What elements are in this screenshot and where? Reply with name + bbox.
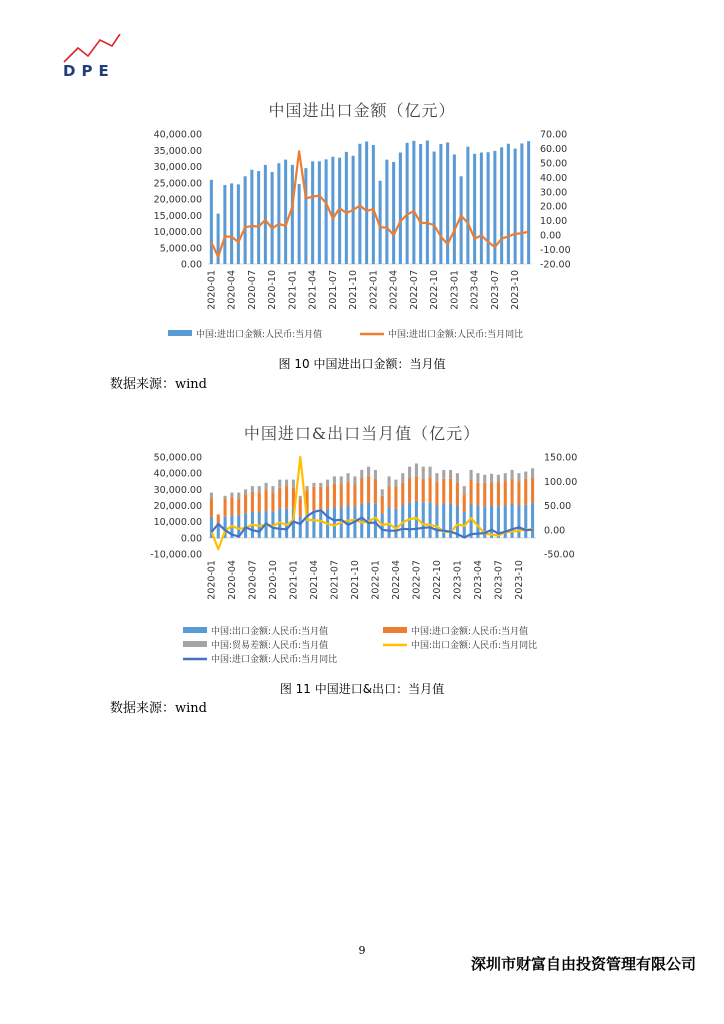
bar-1	[304, 168, 307, 264]
bar-2	[422, 479, 425, 502]
bar-1	[385, 160, 388, 264]
bar-3	[217, 538, 220, 539]
bar-2	[251, 492, 254, 512]
bar-1	[312, 510, 315, 537]
left-axis-tick-label: 20,000.00	[153, 194, 202, 206]
left-axis-tick-label: 40,000.00	[153, 129, 202, 141]
bar-2	[347, 482, 350, 505]
chart2-caption: 图 11 中国进口&出口：当月值	[279, 682, 445, 696]
x-axis-tick-label: 2021-10	[348, 270, 360, 310]
x-axis-tick-label: 2022-07	[408, 270, 420, 310]
bar-3	[401, 473, 404, 483]
bar-2	[476, 483, 479, 506]
bar-3	[456, 473, 459, 483]
bar-1	[230, 183, 233, 264]
x-axis-tick-label: 2023-07	[489, 270, 501, 310]
bar-1	[277, 163, 280, 264]
left-axis-tick-label: 10,000.00	[153, 227, 202, 238]
x-axis-tick-label: 2022-01	[368, 270, 380, 310]
bar-1	[426, 141, 429, 265]
bar-1	[490, 506, 493, 538]
left-axis-tick-label: 20,000.00	[153, 501, 202, 512]
bar-1	[422, 502, 425, 538]
bar-1	[394, 509, 397, 538]
x-axis-tick-label: 2021-04	[307, 270, 319, 310]
bar-3	[504, 473, 507, 480]
right-axis-tick-label: 50.00	[540, 158, 568, 170]
right-axis-tick-label: 10.00	[540, 216, 568, 228]
left-axis-tick-label: 15,000.00	[153, 210, 202, 222]
x-axis-tick-label: 2023-10	[513, 560, 525, 600]
bar-1	[244, 514, 247, 538]
bar-2	[435, 482, 438, 505]
bar-3	[258, 486, 261, 492]
bar-2	[511, 479, 514, 504]
bar-1	[291, 165, 294, 264]
bar-3	[463, 486, 466, 494]
bar-3	[422, 467, 425, 479]
bar-2	[244, 494, 247, 513]
bar-1	[473, 154, 476, 264]
right-axis-tick-label: 0.00	[544, 525, 566, 537]
bar-1	[433, 152, 436, 264]
bar-1	[374, 504, 377, 538]
bar-1	[524, 505, 527, 538]
legend-swatch	[383, 627, 407, 633]
bar-2	[299, 499, 302, 517]
chart1-title: 中国进出口金额（亿元）	[268, 101, 456, 120]
bar-1	[392, 162, 395, 264]
bar-2	[504, 480, 507, 505]
bar-2	[401, 483, 404, 506]
bar-3	[408, 467, 411, 478]
bar-1	[365, 141, 368, 264]
bar-2	[333, 484, 336, 507]
bar-1	[514, 149, 517, 264]
x-axis-tick-label: 2021-04	[308, 560, 320, 600]
bar-2	[360, 478, 363, 504]
bar-2	[531, 477, 534, 503]
bar-3	[306, 486, 309, 490]
x-axis-tick-label: 2023-01	[452, 560, 464, 600]
x-axis-tick-label: 2020-04	[226, 270, 238, 310]
x-axis-tick-label: 2022-07	[411, 560, 423, 600]
x-axis-tick-label: 2020-07	[247, 560, 259, 600]
x-axis-tick-label: 2021-01	[287, 270, 299, 310]
chart2-source: 数据来源：wind	[110, 701, 207, 716]
bar-1	[517, 506, 520, 538]
x-axis-tick-label: 2021-01	[288, 560, 300, 600]
bar-1	[388, 507, 391, 538]
bar-1	[345, 152, 348, 264]
bar-3	[319, 483, 322, 487]
bar-2	[271, 493, 274, 512]
bar-2	[517, 481, 520, 505]
bar-1	[360, 504, 363, 538]
chart2-title: 中国进口&出口当月值（亿元）	[243, 424, 481, 443]
bar-1	[507, 144, 510, 264]
bar-3	[531, 468, 534, 477]
bar-3	[374, 470, 377, 479]
bar-3	[415, 463, 418, 476]
bar-3	[497, 475, 500, 482]
right-axis-tick-label: -10.00	[540, 245, 571, 257]
bar-2	[470, 480, 473, 504]
legend-label: 中国:进口金额:人民币:当月值	[411, 627, 529, 637]
bar-1	[531, 503, 534, 538]
bar-3	[292, 480, 295, 488]
bar-1	[412, 141, 415, 264]
left-axis-tick-label: 50,000.00	[153, 452, 202, 464]
bar-1	[257, 171, 260, 264]
x-axis-tick-label: 2022-10	[431, 560, 443, 600]
x-axis-tick-label: 2023-10	[510, 270, 522, 310]
bar-2	[258, 493, 261, 512]
bar-3	[490, 474, 493, 483]
bar-3	[381, 489, 384, 495]
bar-1	[299, 517, 302, 538]
bar-3	[326, 480, 329, 486]
bar-3	[230, 493, 233, 498]
bar-2	[388, 486, 391, 507]
bar-1	[466, 147, 469, 264]
right-axis-tick-label: 0.00	[540, 230, 562, 242]
x-axis-tick-label: 2020-01	[206, 560, 218, 600]
bar-2	[237, 499, 240, 515]
x-axis-tick-label: 2022-04	[390, 560, 402, 600]
bar-1	[217, 527, 220, 538]
bar-1	[298, 184, 301, 264]
chart1-caption: 图 10 中国进出口金额：当月值	[278, 357, 446, 371]
bar-1	[319, 510, 322, 537]
bar-1	[331, 157, 334, 264]
bar-3	[340, 476, 343, 484]
bar-1	[419, 144, 422, 264]
bar-3	[285, 480, 288, 486]
bar-1	[480, 153, 483, 264]
bar-3	[353, 476, 356, 484]
bar-1	[435, 506, 438, 538]
bar-2	[326, 486, 329, 509]
left-axis-tick-label: -10,000.00	[150, 549, 202, 561]
right-axis-tick-label: 50.00	[544, 501, 572, 512]
bar-3	[388, 476, 391, 486]
bar-1	[237, 184, 240, 264]
bar-2	[285, 486, 288, 509]
bar-3	[360, 470, 363, 478]
bar-1	[439, 144, 442, 264]
bar-1	[223, 185, 226, 264]
x-axis-tick-label: 2023-01	[449, 270, 461, 310]
bar-3	[224, 496, 227, 499]
bar-2	[367, 476, 370, 502]
bar-3	[347, 473, 350, 482]
x-axis-tick-label: 2023-07	[493, 560, 505, 600]
x-axis-tick-label: 2020-10	[267, 560, 279, 600]
bar-1	[325, 159, 328, 264]
bar-1	[264, 165, 267, 264]
x-axis-tick-label: 2022-10	[429, 270, 441, 310]
right-axis-tick-label: 40.00	[540, 172, 568, 184]
bar-2	[429, 477, 432, 502]
legend-label: 中国:进出口金额:人民币:当月值	[196, 330, 323, 340]
right-axis-tick-label: 100.00	[544, 476, 578, 488]
bar-3	[470, 470, 473, 480]
legend-label: 中国:进出口金额:人民币:当月同比	[388, 330, 524, 340]
x-axis-tick-label: 2022-01	[370, 560, 382, 600]
bar-2	[456, 483, 459, 506]
legend-label: 中国:出口金额:人民币:当月同比	[411, 641, 538, 651]
bar-1	[284, 160, 287, 264]
left-axis-tick-label: 0.00	[180, 533, 202, 545]
bar-3	[394, 480, 397, 487]
left-axis-tick-label: 5,000.00	[159, 243, 202, 255]
right-axis-tick-label: 20.00	[540, 201, 568, 213]
bar-1	[487, 152, 490, 264]
bar-2	[230, 497, 233, 515]
bar-2	[210, 499, 213, 517]
bar-2	[265, 489, 268, 510]
bar-3	[333, 476, 336, 483]
bar-1	[358, 144, 361, 264]
right-axis-tick-label: 70.00	[540, 129, 568, 141]
dpe-logo-text: DPE	[63, 62, 115, 80]
bar-1	[372, 145, 375, 264]
bar-2	[353, 484, 356, 507]
bar-2	[394, 487, 397, 509]
legend-swatch	[183, 627, 207, 633]
bar-3	[483, 475, 486, 483]
left-axis-tick-label: 0.00	[180, 259, 202, 271]
bar-2	[408, 478, 411, 502]
bar-1	[271, 172, 274, 264]
bar-1	[446, 142, 449, 264]
bar-2	[524, 479, 527, 505]
bar-2	[463, 494, 466, 512]
bar-3	[435, 473, 438, 482]
bar-3	[251, 486, 254, 492]
bar-1	[406, 143, 409, 264]
x-axis-tick-label: 2023-04	[469, 270, 481, 310]
x-axis-tick-label: 2020-04	[226, 560, 238, 600]
legend-label: 中国:出口金额:人民币:当月值	[211, 627, 329, 637]
bar-3	[299, 496, 302, 499]
bar-2	[319, 487, 322, 510]
x-axis-tick-label: 2023-04	[472, 560, 484, 600]
bar-3	[271, 486, 274, 492]
bar-2	[374, 479, 377, 504]
bar-1	[527, 141, 530, 264]
bar-3	[210, 493, 213, 499]
bar-1	[520, 143, 523, 264]
bar-1	[318, 161, 321, 264]
bar-3	[517, 473, 520, 481]
bar-3	[278, 480, 281, 488]
company-name: 深圳市财富自由投资管理有限公司	[470, 955, 696, 973]
bar-1	[453, 154, 456, 264]
bar-3	[442, 470, 445, 479]
bar-3	[511, 470, 514, 479]
bar-1	[399, 153, 402, 264]
bar-1	[250, 170, 253, 264]
chart1-source: 数据来源：wind	[110, 377, 207, 392]
bar-3	[265, 483, 268, 489]
right-axis-tick-label: -20.00	[540, 259, 571, 271]
chart1	[0, 120, 724, 390]
x-axis-tick-label: 2021-07	[329, 560, 341, 600]
bar-3	[367, 467, 370, 477]
bar-2	[442, 479, 445, 504]
x-axis-tick-label: 2021-10	[349, 560, 361, 600]
chart2	[0, 445, 724, 715]
left-axis-tick-label: 25,000.00	[153, 178, 202, 190]
bar-2	[381, 496, 384, 514]
bar-1	[333, 507, 336, 538]
bar-3	[244, 489, 247, 494]
x-axis-tick-label: 2022-04	[388, 270, 400, 310]
bar-3	[476, 473, 479, 483]
left-axis-tick-label: 30,000.00	[153, 484, 202, 496]
bar-2	[449, 479, 452, 504]
bar-1	[429, 502, 432, 538]
x-axis-tick-label: 2021-07	[327, 270, 339, 310]
x-axis-tick-label: 2020-01	[206, 270, 218, 310]
bar-2	[312, 487, 315, 510]
left-axis-tick-label: 35,000.00	[153, 145, 202, 157]
bar-3	[429, 467, 432, 478]
bar-2	[278, 488, 281, 509]
bar-1	[500, 147, 503, 264]
legend-label: 中国:进口金额:人民币:当月同比	[211, 655, 338, 665]
left-axis-tick-label: 30,000.00	[153, 162, 202, 173]
legend-swatch	[168, 330, 192, 336]
left-axis-tick-label: 10,000.00	[153, 517, 202, 529]
bar-3	[524, 472, 527, 479]
legend-label: 中国:贸易差额:人民币:当月值	[211, 641, 329, 651]
bar-3	[312, 483, 315, 487]
bar-2	[224, 499, 227, 517]
right-axis-tick-label: 150.00	[544, 452, 578, 464]
bar-1	[311, 161, 314, 264]
bar-2	[483, 483, 486, 506]
page-number: 9	[358, 944, 366, 957]
left-axis-tick-label: 40,000.00	[153, 468, 202, 480]
bar-3	[449, 470, 452, 479]
right-axis-tick-label: 30.00	[540, 187, 568, 199]
bar-2	[490, 482, 493, 505]
right-axis-tick-label: -50.00	[544, 549, 575, 561]
bar-1	[244, 176, 247, 264]
right-axis-tick-label: 60.00	[540, 143, 568, 155]
bar-2	[415, 476, 418, 500]
bar-1	[210, 180, 213, 264]
bar-2	[340, 484, 343, 507]
bar-3	[237, 493, 240, 499]
x-axis-tick-label: 2020-10	[267, 270, 279, 310]
legend-swatch	[183, 641, 207, 647]
bar-2	[497, 482, 500, 506]
x-axis-tick-label: 2020-07	[246, 270, 258, 310]
